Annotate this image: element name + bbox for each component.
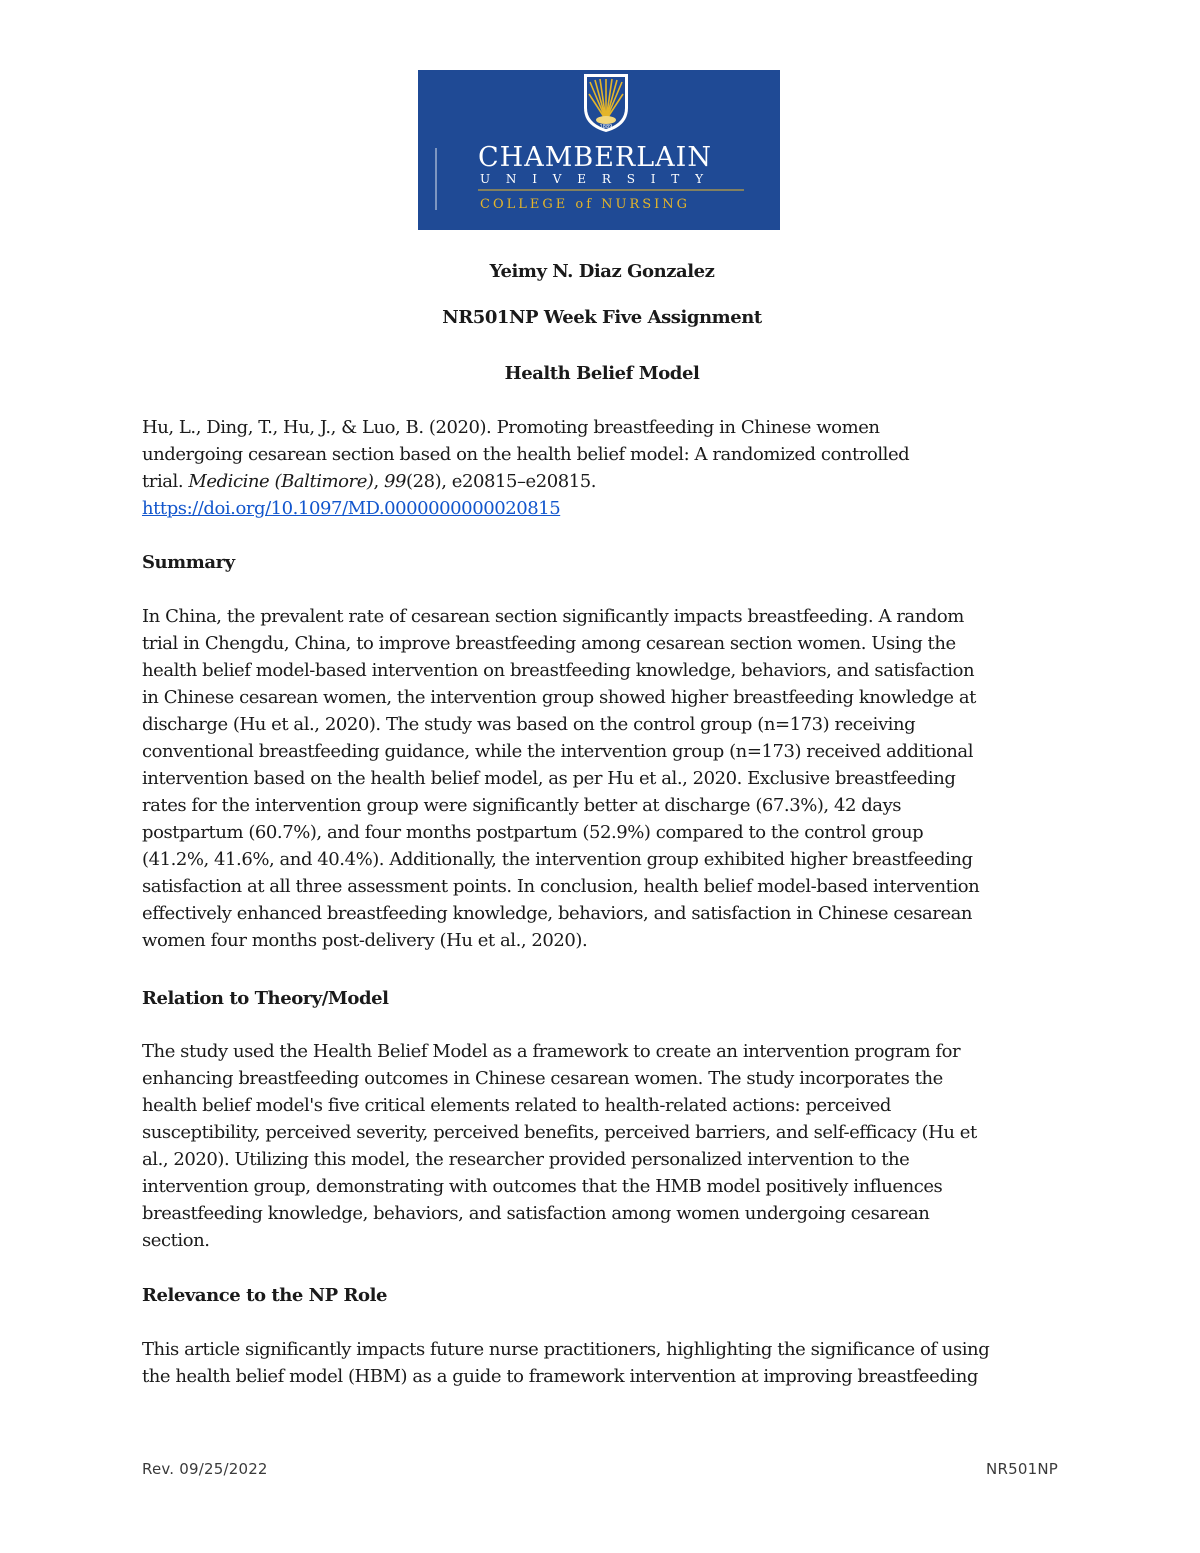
summary-line: postpartum (60.7%), and four months postpartum (52.9%) compared to the control group: [142, 822, 924, 843]
logo-college: COLLEGE of NURSING: [480, 197, 691, 212]
summary-line: conventional breastfeeding guidance, while the intervention group (n=173) received additional: [142, 741, 974, 762]
summary-line: health belief model-based intervention on breastfeeding knowledge, behaviors, and satisfaction: [142, 660, 975, 681]
relevance-line: the health belief model (HBM) as a guide to framework intervention at improving breastfeeding: [142, 1366, 978, 1387]
relevance-body: [142, 1336, 1062, 1390]
citation-separator: ,: [373, 471, 385, 492]
logo-year: 1889: [599, 124, 613, 130]
summary-line: effectively enhanced breastfeeding knowledge, behaviors, and satisfaction in Chinese cesarean: [142, 903, 973, 924]
relation-line: enhancing breastfeeding outcomes in Chinese cesarean women. The study incorporates the: [142, 1068, 943, 1089]
citation: [142, 414, 1062, 522]
summary-line: trial in Chengdu, China, to improve breastfeeding among cesarean section women. Using the: [142, 633, 956, 654]
citation-line: undergoing cesarean section based on the health belief model: A randomized controlled: [142, 444, 910, 465]
relation-line: al., 2020). Utilizing this model, the researcher provided personalized intervention to the: [142, 1149, 910, 1170]
logo-university: U N I V E R S I T Y: [480, 172, 710, 186]
chamberlain-logo: [418, 70, 780, 230]
summary-line: (41.2%, 41.6%, and 40.4%). Additionally, the intervention group exhibited higher breastfeeding: [142, 849, 973, 870]
relation-line: breastfeeding knowledge, behaviors, and satisfaction among women undergoing cesarean: [142, 1203, 930, 1224]
journal-volume: 99: [384, 471, 407, 492]
journal-name: Medicine (Baltimore): [188, 471, 374, 492]
summary-line: in Chinese cesarean women, the intervention group showed higher breastfeeding knowledge at: [142, 687, 976, 708]
summary-line: In China, the prevalent rate of cesarean section significantly impacts breastfeeding. A random: [142, 606, 964, 627]
summary-heading: Summary: [142, 552, 235, 573]
revision-date: Rev. 09/25/2022: [142, 1460, 268, 1478]
summary-body: [142, 603, 1062, 954]
logo-title: CHAMBERLAIN: [478, 142, 712, 173]
relevance-heading: Relevance to the NP Role: [142, 1285, 388, 1306]
summary-line: women four months post-delivery (Hu et al., 2020).: [142, 930, 588, 951]
relation-line: section.: [142, 1230, 210, 1251]
relation-line: intervention group, demonstrating with outcomes that the HMB model positively influences: [142, 1176, 943, 1197]
course-title: NR501NP Week Five Assignment: [442, 307, 762, 328]
author-name: Yeimy N. Diaz Gonzalez: [489, 261, 715, 282]
citation-text: (28), e20815–e20815.: [406, 471, 596, 492]
relation-line: The study used the Health Belief Model as a framework to create an intervention program for: [142, 1041, 961, 1062]
citation-line: [142, 468, 1062, 495]
logo-graphic: [418, 70, 780, 230]
relevance-line: This article significantly impacts future nurse practitioners, highlighting the significance of using: [142, 1339, 990, 1360]
summary-line: discharge (Hu et al., 2020). The study was based on the control group (n=173) receiving: [142, 714, 916, 735]
citation-line: Hu, L., Ding, T., Hu, J., & Luo, B. (2020). Promoting breastfeeding in Chinese women: [142, 417, 880, 438]
doi-link[interactable]: https://doi.org/10.1097/MD.0000000000020815: [142, 498, 561, 519]
course-code: NR501NP: [986, 1460, 1058, 1478]
relation-heading: Relation to Theory/Model: [142, 988, 389, 1009]
summary-line: rates for the intervention group were significantly better at discharge (67.3%), 42 days: [142, 795, 902, 816]
relation-line: health belief model's five critical elements related to health-related actions: perceived: [142, 1095, 892, 1116]
relation-body: [142, 1038, 1062, 1254]
citation-text: trial.: [142, 471, 189, 492]
relation-line: susceptibility, perceived severity, perceived benefits, perceived barriers, and self-efficacy (Hu et: [142, 1122, 977, 1143]
topic-title: Health Belief Model: [504, 363, 700, 384]
summary-line: intervention based on the health belief model, as per Hu et al., 2020. Exclusive breastfeeding: [142, 768, 956, 789]
summary-line: satisfaction at all three assessment points. In conclusion, health belief model-based intervention: [142, 876, 980, 897]
